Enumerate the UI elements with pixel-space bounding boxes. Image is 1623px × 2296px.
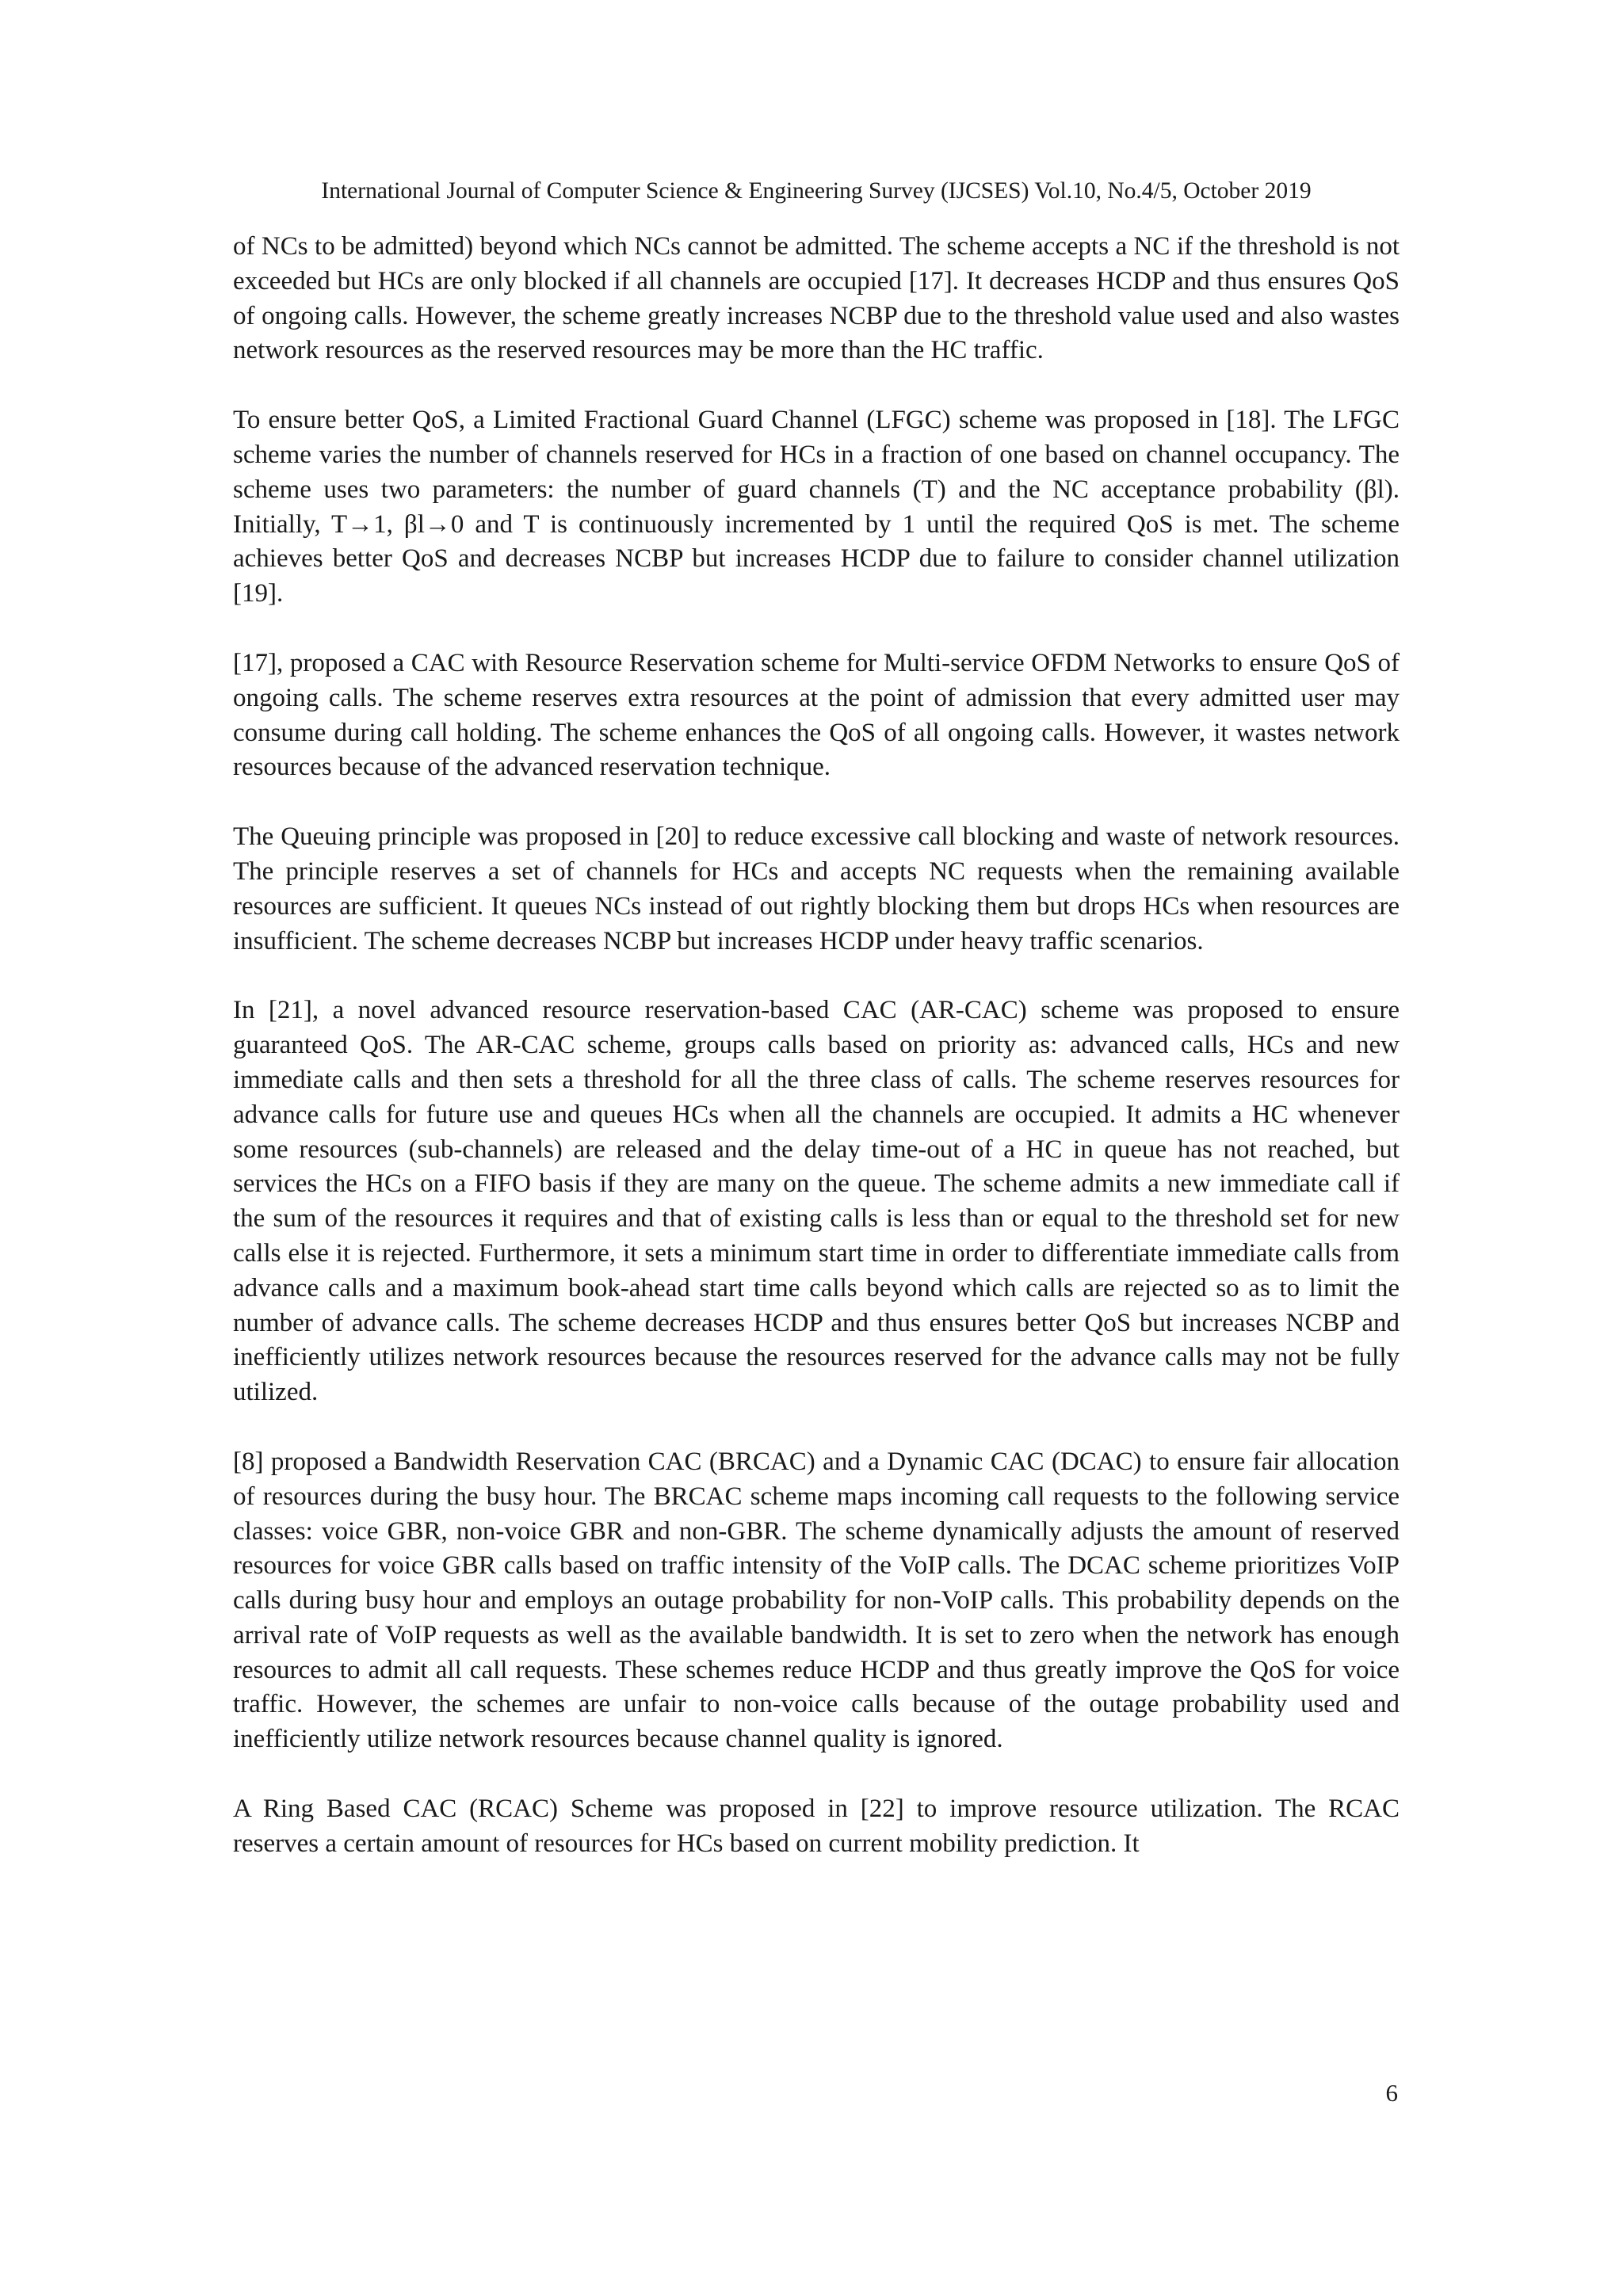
page-number: 6 [1385, 2079, 1398, 2107]
paragraph-brcac-dcac: [8] proposed a Bandwidth Reservation CAC (BRCAC) and a Dynamic CAC (DCAC) to ensure fair allocation of resources during the busy hour. The BRCAC scheme maps incoming call requests to the following service classes: voice GBR, non-voice GBR and non-GBR. The scheme dynamically adjusts the amount of reserved resources for voice GBR calls based on traffic intensity of the VoIP calls. The DCAC scheme prioritizes VoIP calls during busy hour and employs an outage probability for non-VoIP calls. This probability depends on the arrival rate of VoIP requests as well as the available bandwidth. It is set to zero when the network has enough resources to admit all call requests. These schemes reduce HCDP and thus greatly improve the QoS for voice traffic. However, the schemes are unfair to non-voice calls because of the outage probability used and inefficiently utilize network resources because channel quality is ignored. [233, 1447, 1400, 1754]
running-header: International Journal of Computer Science & Engineering Survey (IJCSES) Vol.10, No.4/5, October 2019 [321, 178, 1312, 204]
paragraph-rcac-scheme: A Ring Based CAC (RCAC) Scheme was proposed in [22] to improve resource utilization. The RCAC reserves a certain amount of resources for HCs based on current mobility prediction. It [233, 1794, 1400, 1858]
paragraph-threshold-scheme: of NCs to be admitted) beyond which NCs cannot be admitted. The scheme accepts a NC if the threshold is not exceeded but HCs are only blocked if all channels are occupied [17]. It decreases HCDP and thus ensures QoS of ongoing calls. However, the scheme greatly increases NCBP due to the threshold value used and also wastes network resources as the reserved resources may be more than the HC traffic. [233, 232, 1400, 365]
paragraph-lfgc-scheme: To ensure better QoS, a Limited Fractional Guard Channel (LFGC) scheme was proposed in [18]. The LFGC scheme varies the number of channels reserved for HCs in a fraction of one based on channel occupancy. The scheme uses two parameters: the number of guard channels (T) and the NC acceptance probability (βl). Initially, T→1, βl→0 and T is continuously incremented by 1 until the required QoS is met. The scheme achieves better QoS and decreases NCBP but increases HCDP due to failure to consider channel utilization [19]. [233, 406, 1400, 608]
paragraph-ar-cac-scheme: In [21], a novel advanced resource reservation-based CAC (AR-CAC) scheme was proposed to ensure guaranteed QoS. The AR-CAC scheme, groups calls based on priority as: advanced calls, HCs and new immediate calls and then sets a threshold for all the three class of calls. The scheme reserves resources for advance calls for future use and queues HCs when all the channels are occupied. It admits a HC whenever some resources (sub-channels) are released and the delay time-out of a HC in queue has not reached, but services the HCs on a FIFO basis if they are many on the queue. The scheme admits a new immediate call if the sum of the resources it requires and that of existing calls is less than or equal to the threshold set for new calls else it is rejected. Furthermore, it sets a minimum start time in order to differentiate immediate calls from advance calls and a maximum book-ahead start time calls beyond which calls are rejected so as to limit the number of advance calls. The scheme decreases HCDP and thus ensures better QoS but increases NCBP and inefficiently utilizes network resources because the resources reserved for the advance calls may not be fully utilized. [233, 996, 1400, 1407]
paragraph-queuing-principle: The Queuing principle was proposed in [20] to reduce excessive call blocking and waste of network resources. The principle reserves a set of channels for HCs and accepts NC requests when the remaining available resources are sufficient. It queues NCs instead of out rightly blocking them but drops HCs when resources are insufficient. The scheme decreases NCBP but increases HCDP under heavy traffic scenarios. [233, 822, 1400, 955]
page-body [233, 230, 1400, 1897]
paragraph-resource-reservation: [17], proposed a CAC with Resource Reservation scheme for Multi-service OFDM Networks to ensure QoS of ongoing calls. The scheme reserves extra resources at the point of admission that every admitted user may consume during call holding. The scheme enhances the QoS of all ongoing calls. However, it wastes network resources because of the advanced reservation technique. [233, 648, 1400, 782]
